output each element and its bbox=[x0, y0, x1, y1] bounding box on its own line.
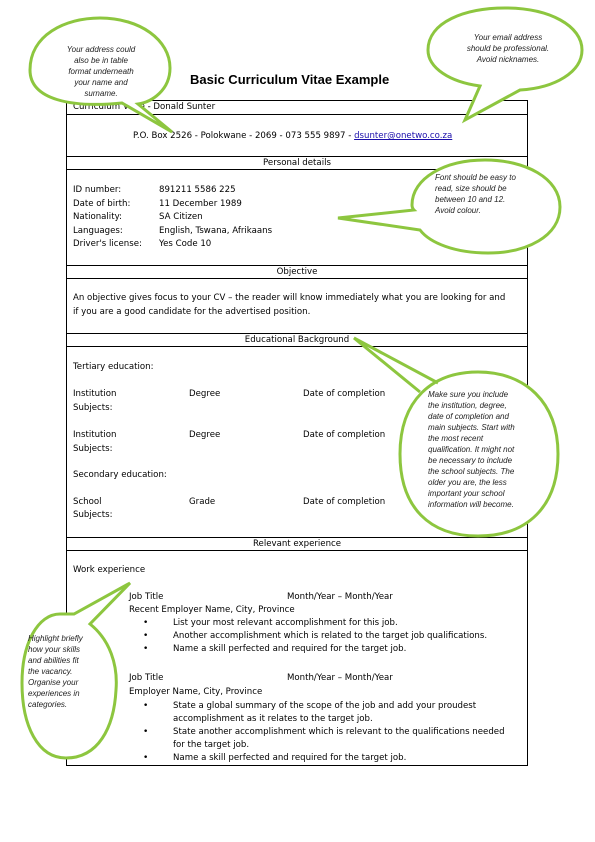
grade-label: Grade bbox=[189, 497, 216, 507]
contact-address: P.O. Box 2526 - Polokwane - 2069 - 073 555 9897 - bbox=[133, 131, 355, 141]
personal-field-label: Date of birth: bbox=[73, 198, 131, 209]
institution-label: Institution bbox=[73, 389, 117, 399]
bubble-text-experience: Highlight briefly how your skills and abilities fit the vacancy. Organise your experiences in categories. bbox=[28, 634, 83, 709]
accomplishment-item: • State a global summary of the scope of the job and add your proudest bbox=[129, 700, 505, 713]
degree-label: Degree bbox=[189, 430, 221, 440]
personal-field-value: 891211 5586 225 bbox=[159, 185, 236, 195]
school-label: School bbox=[73, 497, 102, 507]
page-title: Basic Curriculum Vitae Example bbox=[190, 72, 390, 87]
accomplishment-item-continued: for the target job. bbox=[173, 740, 250, 750]
accomplishment-item: • Name a skill perfected and required for the target job. bbox=[129, 643, 487, 656]
subjects-label: Subjects: bbox=[73, 444, 113, 454]
degree-label: Degree bbox=[189, 389, 221, 399]
job-dates: Month/Year – Month/Year bbox=[287, 592, 393, 602]
job-dates: Month/Year – Month/Year bbox=[287, 673, 393, 683]
accomplishment-item: • Another accomplishment which is related to the target job qualifications. bbox=[129, 630, 487, 643]
personal-field-value: English, Tswana, Afrikaans bbox=[159, 225, 273, 236]
personal-field-label: Nationality: bbox=[73, 212, 122, 223]
employer-name: Recent Employer Name, City, Province bbox=[129, 605, 295, 615]
section-heading-personal: Personal details bbox=[67, 156, 527, 170]
secondary-label: Secondary education: bbox=[73, 470, 167, 480]
accomplishment-item: • Name a skill perfected and required for the target job. bbox=[129, 752, 505, 765]
completion-label: Date of completion bbox=[303, 497, 386, 507]
objective-text-line: if you are a good candidate for the advertised position. bbox=[73, 307, 311, 317]
employer-name: Employer Name, City, Province bbox=[129, 687, 263, 697]
completion-label: Date of completion bbox=[303, 389, 386, 399]
subjects-label: Subjects: bbox=[73, 510, 113, 520]
job-title: Job Title bbox=[129, 592, 164, 602]
cv-name-label: Curriculum Vitae - Donald Sunter bbox=[73, 102, 216, 112]
bubble-text-address: Your address could also be in table format underneath your name and surname. bbox=[66, 45, 136, 98]
personal-field-label: ID number: bbox=[73, 185, 122, 195]
objective-text-line: An objective gives focus to your CV – the reader will know immediately what you are looking for and bbox=[73, 293, 506, 303]
job-title: Job Title bbox=[129, 673, 164, 683]
bubble-text-education: Make sure you include the institution, degree, date of completion and main subjects. Start with the most recent qualification. It might not be necessary to include the school subjects. The older you are, the less important your school information will become. bbox=[428, 390, 515, 509]
accomplishment-item: • State another accomplishment which is relevant to the qualifications needed bbox=[129, 726, 505, 739]
personal-field-value: Yes Code 10 bbox=[159, 239, 212, 250]
accomplishment-item: • List your most relevant accomplishment for this job. bbox=[129, 617, 487, 630]
personal-field-value: SA Citizen bbox=[159, 212, 203, 223]
personal-field-label: Driver's license: bbox=[73, 239, 142, 250]
section-heading-objective: Objective bbox=[67, 265, 527, 279]
bubble-text-email: Your email address should be professional. Avoid nicknames. bbox=[466, 33, 550, 64]
work-experience-label: Work experience bbox=[73, 565, 146, 575]
subjects-label: Subjects: bbox=[73, 403, 113, 413]
section-heading-education: Educational Background bbox=[67, 333, 527, 347]
section-heading-experience: Relevant experience bbox=[67, 537, 527, 551]
email-link[interactable]: dsunter@onetwo.co.za bbox=[354, 131, 453, 141]
accomplishment-item-continued: accomplishment as it relates to the target job. bbox=[173, 714, 373, 724]
completion-label: Date of completion bbox=[303, 430, 386, 440]
personal-field-value: 11 December 1989 bbox=[159, 198, 242, 209]
personal-field-label: Languages: bbox=[73, 225, 123, 236]
bubble-text-font: Font should be easy to read, size should be between 10 and 12. Avoid colour. bbox=[435, 173, 516, 215]
tertiary-label: Tertiary education: bbox=[73, 362, 154, 372]
institution-label: Institution bbox=[73, 430, 117, 440]
